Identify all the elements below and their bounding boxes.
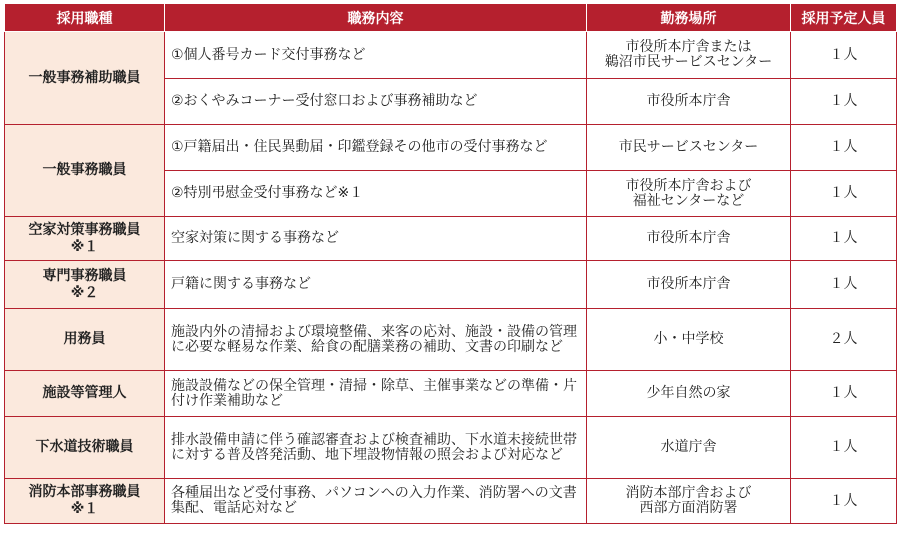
duty-cell: 各種届出など受付事務、パソコンへの入力作業、消防署への文書集配、電話応対など xyxy=(165,479,587,524)
headcount-cell: １人 xyxy=(791,125,897,171)
job-type-note: ※１ xyxy=(70,501,99,517)
workplace-line: 市役所本庁舎および xyxy=(625,177,752,194)
workplace-cell xyxy=(587,479,791,524)
duty-cell: ②特別弔慰金受付事務など※１ xyxy=(165,171,587,217)
headcount-cell: １人 xyxy=(791,417,897,479)
job-type-cell xyxy=(5,479,165,524)
workplace-cell: 少年自然の家 xyxy=(587,371,791,417)
header-row xyxy=(5,4,897,32)
job-type-name: 一般事務職員 xyxy=(42,162,127,178)
duty-cell: ②おくやみコーナー受付窓口および事務補助など xyxy=(165,79,587,125)
workplace-cell: 市役所本庁舎 xyxy=(587,261,791,309)
job-type-cell xyxy=(5,217,165,261)
duty-cell: 戸籍に関する事務など xyxy=(165,261,587,309)
duty-cell: 排水設備申請に伴う確認審査および検査補助、下水道未接続世帯に対する普及啓発活動、地下埋設物情報の照会および対応など xyxy=(165,417,587,479)
workplace-cell xyxy=(587,171,791,217)
recruitment-table xyxy=(4,3,897,524)
workplace-line: 消防本部庁舎および xyxy=(625,485,752,501)
workplace-cell: 市民サービスセンター xyxy=(587,125,791,171)
workplace-line: 市役所本庁舎または xyxy=(625,39,752,55)
job-type-cell xyxy=(5,309,165,371)
headcount-cell: ２人 xyxy=(791,309,897,371)
job-type-name: 空家対策事務職員 xyxy=(28,221,141,238)
table-row xyxy=(5,32,897,79)
table-row xyxy=(5,309,897,371)
duty-cell: ①戸籍届出・住民異動届・印鑑登録その他市の受付事務など xyxy=(165,125,587,171)
workplace-cell: 市役所本庁舎 xyxy=(587,79,791,125)
table-row xyxy=(5,479,897,524)
duty-cell: ①個人番号カード交付事務など xyxy=(165,32,587,79)
workplace-cell xyxy=(587,32,791,79)
workplace-cell: 小・中学校 xyxy=(587,309,791,371)
workplace-line: 福祉センターなど xyxy=(632,192,745,209)
job-type-cell xyxy=(5,371,165,417)
job-type-name: 下水道技術職員 xyxy=(35,439,134,455)
headcount-cell: １人 xyxy=(791,79,897,125)
duty-cell: 施設設備などの保全管理・清掃・除草、主催事業などの準備・片付け作業補助など xyxy=(165,371,587,417)
duty-cell: 施設内外の清掃および環境整備、来客の応対、施設・設備の管理に必要な軽易な作業、給食の配膳業務の補助、文書の印刷など xyxy=(165,309,587,371)
job-type-cell xyxy=(5,32,165,125)
header-duties: 職務内容 xyxy=(165,4,587,32)
workplace-line: 西部方面消防署 xyxy=(639,500,738,516)
job-type-name: 専門事務職員 xyxy=(42,267,127,284)
table-row xyxy=(5,417,897,479)
job-type-cell xyxy=(5,261,165,309)
job-type-note: ※２ xyxy=(70,284,99,301)
job-type-cell xyxy=(5,125,165,217)
job-type-cell xyxy=(5,417,165,479)
workplace-cell: 水道庁舎 xyxy=(587,417,791,479)
table-row xyxy=(5,125,897,171)
table-row xyxy=(5,217,897,261)
headcount-cell: １人 xyxy=(791,261,897,309)
job-type-name: 消防本部事務職員 xyxy=(28,484,141,500)
headcount-cell: １人 xyxy=(791,32,897,79)
job-type-note: ※１ xyxy=(70,238,99,255)
duty-cell: 空家対策に関する事務など xyxy=(165,217,587,261)
header-workplace: 勤務場所 xyxy=(587,4,791,32)
job-type-name: 一般事務補助職員 xyxy=(28,69,141,86)
table-row xyxy=(5,261,897,309)
headcount-cell: １人 xyxy=(791,171,897,217)
job-type-name: 用務員 xyxy=(63,331,106,347)
table-row xyxy=(5,371,897,417)
header-headcount: 採用予定人員 xyxy=(791,4,897,32)
job-type-name: 施設等管理人 xyxy=(42,385,127,401)
headcount-cell: １人 xyxy=(791,479,897,524)
workplace-line: 鵜沼市民サービスセンター xyxy=(604,54,773,70)
headcount-cell: １人 xyxy=(791,371,897,417)
header-job-type: 採用職種 xyxy=(5,4,165,32)
workplace-cell: 市役所本庁舎 xyxy=(587,217,791,261)
headcount-cell: １人 xyxy=(791,217,897,261)
